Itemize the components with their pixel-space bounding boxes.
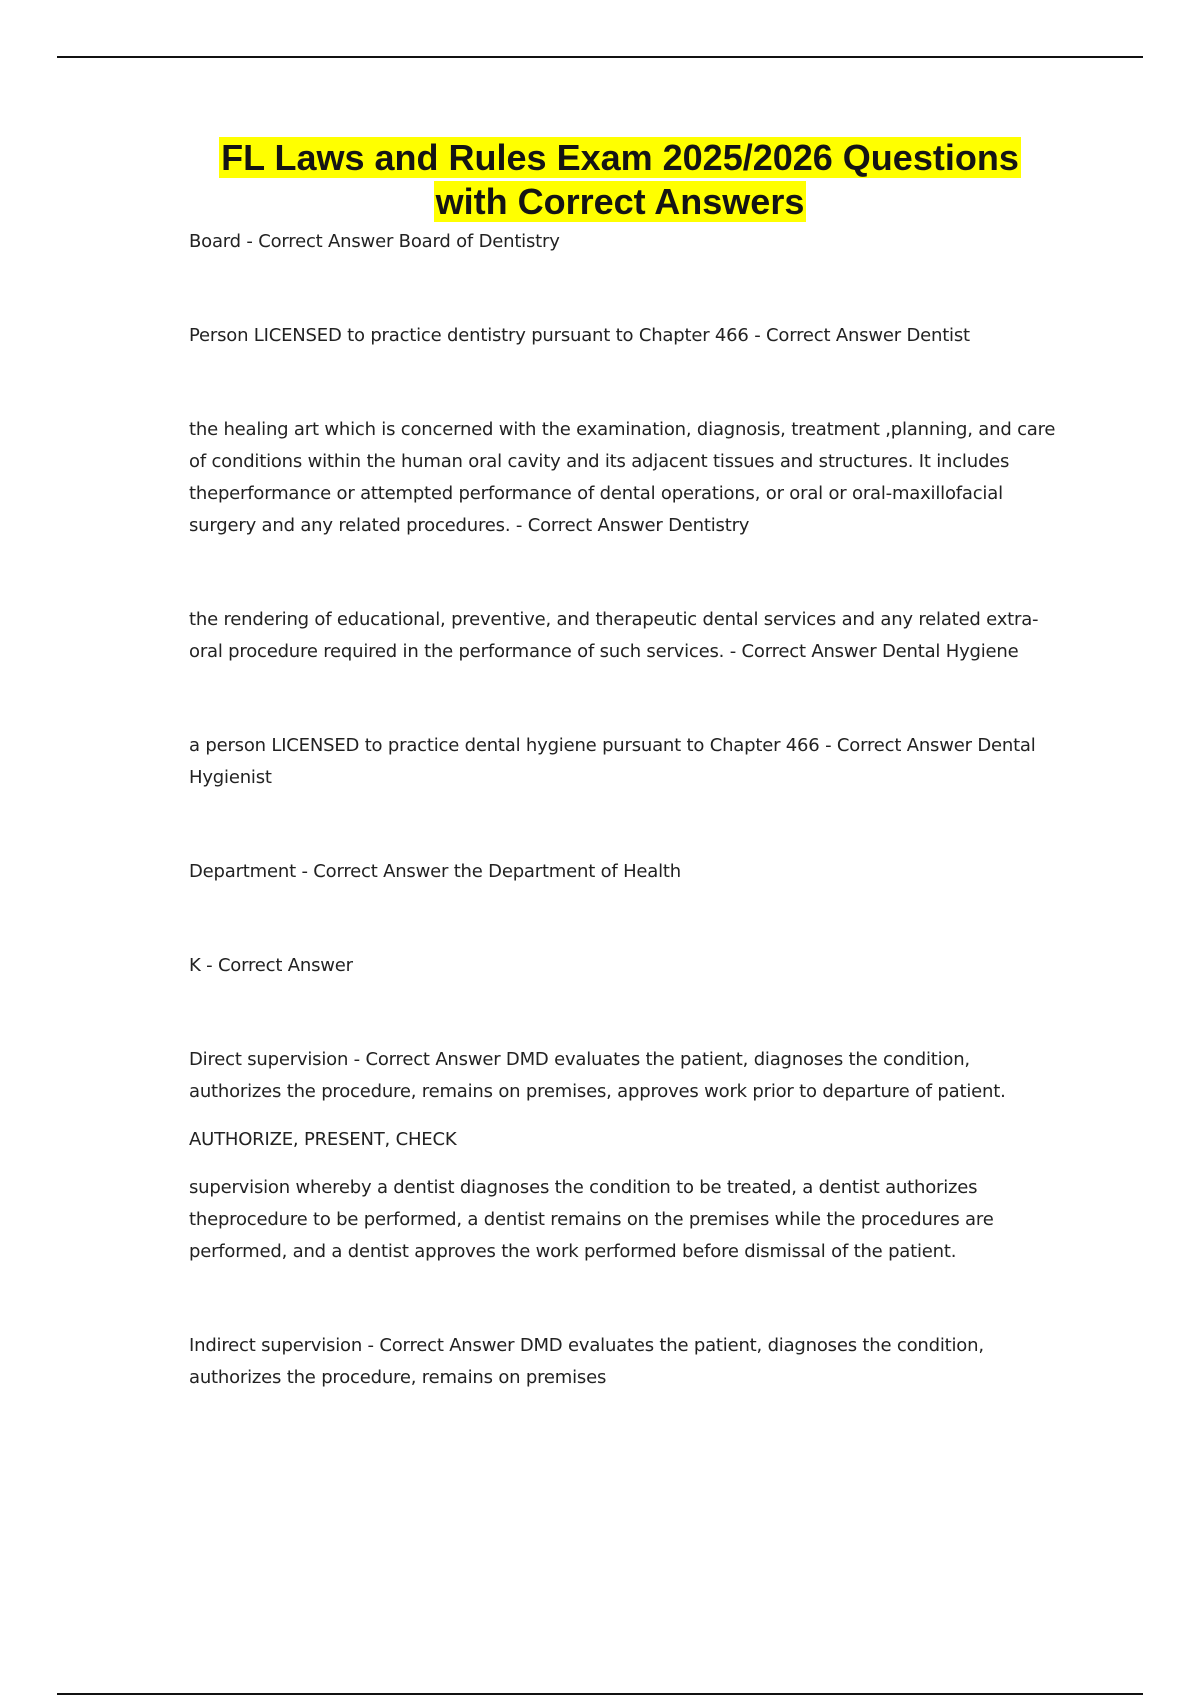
top-rule <box>57 56 1143 58</box>
entry-dentistry: the healing art which is concerned with the examination, diagnosis, treatment ,planning, and care of conditions within the human oral cavity and its adjacent tissues and structures. It includes theperformance or attempted performance of dental operations, or oral or oral-maxillofacial surgery and any related procedures. - Correct Answer Dentistry <box>189 419 1056 536</box>
bottom-rule <box>57 1693 1143 1695</box>
entry-board: Board - Correct Answer Board of Dentistry <box>189 231 560 252</box>
document-title <box>190 136 1050 224</box>
document-title-text: FL Laws and Rules Exam 2025/2026 Questions with Correct Answers <box>221 137 1019 222</box>
document-body <box>189 226 1059 1394</box>
entry-indirect-supervision: Indirect supervision - Correct Answer DMD evaluates the patient, diagnoses the condition, authorizes the procedure, remains on premises <box>189 1335 984 1388</box>
entry-dental-hygiene: the rendering of educational, preventive, and therapeutic dental services and any related extra-oral procedure required in the performance of such services. - Correct Answer Dental Hygiene <box>189 609 1039 662</box>
entry-dental-hygienist: a person LICENSED to practice dental hygiene pursuant to Chapter 466 - Correct Answer Dental Hygienist <box>189 735 1036 788</box>
entry-supervision-definition: supervision whereby a dentist diagnoses the condition to be treated, a dentist authorizes theprocedure to be performed, a dentist remains on the premises while the procedures are performed, and a dentist approves the work performed before dismissal of the patient. <box>189 1177 994 1262</box>
entry-authorize-present-check: AUTHORIZE, PRESENT, CHECK <box>189 1129 457 1150</box>
entry-department: Department - Correct Answer the Department of Health <box>189 861 681 882</box>
entry-k: K - Correct Answer <box>189 955 353 976</box>
entry-dentist: Person LICENSED to practice dentistry pursuant to Chapter 466 - Correct Answer Dentist <box>189 325 970 346</box>
entry-direct-supervision: Direct supervision - Correct Answer DMD evaluates the patient, diagnoses the condition, authorizes the procedure, remains on premises, approves work prior to departure of patient. <box>189 1049 1006 1102</box>
